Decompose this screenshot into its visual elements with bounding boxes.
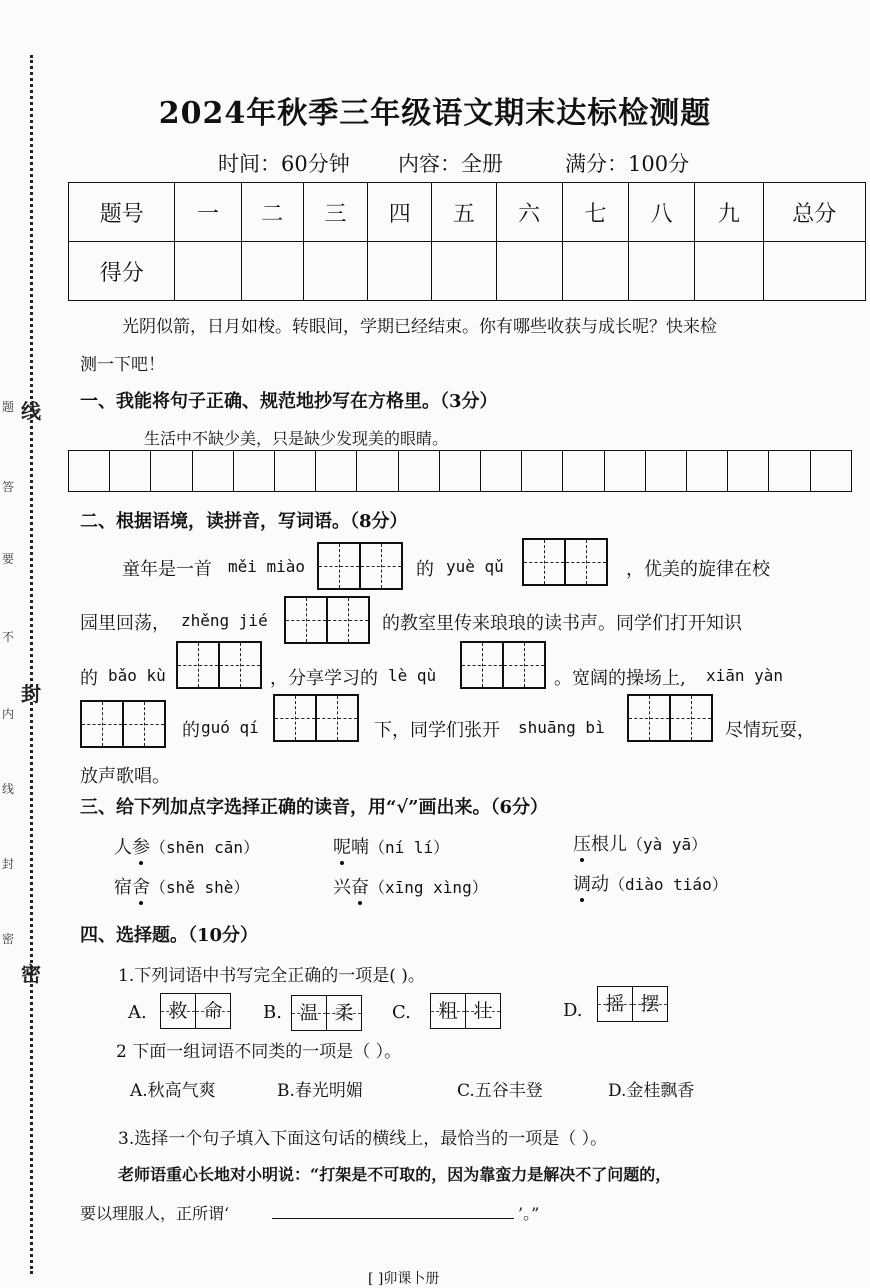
q2-text: ，分享学习的 [270,668,378,689]
q4-stem-1: 1.下列词语中书写完全正确的一项是( )。 [118,966,425,986]
q4-option-a-words[interactable]: 救 命 [160,993,231,1029]
q4-s3-line-2b: ’。” [518,1204,540,1223]
score-table [68,182,866,301]
binding-side-char: 不 [2,630,15,644]
q2-pinyin: bǎo kù [108,666,166,685]
score-header-cell: 总分 [763,183,866,242]
q4-heading: 四、选择题。（10分） [80,925,259,946]
copy-grid-cell[interactable] [728,451,769,491]
score-input-cell[interactable] [303,242,367,301]
copy-grid-cell[interactable] [769,451,810,491]
q2-pinyin: zhěng jié [181,611,268,630]
q1-sentence: 生活中不缺少美，只是缺少发现美的眼睛。 [144,429,449,448]
q2-answer-grid-7[interactable] [273,694,359,742]
q2-text: 的教室里传来琅琅的读书声。同学们打开知识 [382,613,742,634]
q2-text: ，优美的旋律在校 [626,559,770,580]
q2-text: 放声歌唱。 [80,766,170,787]
score-input-cell[interactable] [496,242,562,301]
q3-item: 调动（diào tiáo） [573,874,728,895]
score-header-cell: 三 [303,183,367,242]
score-header-cell: 九 [695,183,763,242]
score-input-cell[interactable] [241,242,303,301]
copy-grid-cell[interactable] [110,451,151,491]
score-header-cell: 一 [175,183,241,242]
q3-item: 宿舍（shě shè） [114,877,250,898]
score-row-label: 得分 [69,242,175,301]
q4-option-label: B. [263,1002,282,1023]
q4-option-d-words[interactable]: 摇 摆 [597,986,668,1022]
q3-item: 人参（shēn cān） [114,837,260,858]
copy-grid-cell[interactable] [811,451,851,491]
copy-grid-cell[interactable] [193,451,234,491]
copy-grid-cell[interactable] [399,451,440,491]
copy-grid-cell[interactable] [522,451,563,491]
q2-text: 园里回荡， [80,613,170,634]
q4-s3-line-1: 老师语重心长地对小明说：“打架是不可取的，因为靠蛮力是解决不了问题的， [118,1165,672,1184]
q2-text: 的 [416,559,434,580]
binding-side-char: 线 [2,782,15,796]
q4-option-b-words[interactable]: 温 柔 [291,995,362,1031]
score-header-cell: 五 [432,183,496,242]
binding-side-char: 题 [2,400,15,414]
q4-answer-blank[interactable] [272,1218,514,1219]
score-input-cell[interactable] [763,242,866,301]
q2-answer-grid-5[interactable] [460,641,546,689]
q3-item: 兴奋（xīng xìng） [333,877,488,898]
copy-grid-cell[interactable] [605,451,646,491]
q2-answer-grid-4[interactable] [176,641,262,689]
score-header-cell: 四 [368,183,432,242]
q2-text: 的 [80,668,98,689]
q2-text: 童年是一首 [122,559,212,580]
q4-option-label: C. [392,1002,411,1023]
q3-item: 压根儿（yà yā） [573,834,708,855]
copy-grid-cell[interactable] [316,451,357,491]
page-footer: [ ]卯课卜册 [368,1271,440,1287]
q2-text: 下，同学们张开 [374,720,500,741]
exam-title: 2024年秋季三年级语文期末达标检测题 [158,96,712,131]
score-input-cell[interactable] [368,242,432,301]
binding-side-char: 内 [2,707,15,721]
q2-text: 。宽阔的操场上, [554,668,686,689]
q4-option-label: A. [128,1002,147,1023]
exam-full-score: 满分：100分 [565,152,690,176]
score-input-cell[interactable] [629,242,695,301]
binding-side-char: 密 [2,932,15,946]
binding-label-mi: 密 [21,962,41,986]
q1-heading: 一、我能将句子正确、规范地抄写在方格里。（3分） [80,391,498,412]
q4-option-c-words[interactable]: 粗 壮 [430,993,501,1029]
score-input-cell[interactable] [562,242,628,301]
q4-stem-2: 2 下面一组词语不同类的一项是（ ）。 [116,1042,402,1062]
score-header-cell: 六 [496,183,562,242]
score-header-cell: 八 [629,183,695,242]
copy-grid-cell[interactable] [563,451,604,491]
q2-answer-grid-8[interactable] [627,694,713,742]
q2-heading: 二、根据语境，读拼音，写词语。（8分） [80,511,408,532]
q2-pinyin: lè qù [388,666,437,685]
q2-answer-grid-2[interactable] [522,538,608,586]
binding-side-char: 封 [2,857,15,871]
score-input-cell[interactable] [695,242,763,301]
copy-grid-cell[interactable] [687,451,728,491]
q4-s2-option: A.秋高气爽 [130,1081,216,1101]
q2-answer-grid-6[interactable] [80,700,166,748]
score-table-score-row [69,242,866,301]
copy-grid-cell[interactable] [357,451,398,491]
q1-copy-grid[interactable] [68,450,852,492]
copy-grid-cell[interactable] [440,451,481,491]
score-header-cell: 二 [241,183,303,242]
q2-pinyin: měi miào [228,557,306,576]
score-table-header-row [69,183,866,242]
binding-side-char: 答 [2,480,15,494]
score-input-cell[interactable] [175,242,241,301]
score-input-cell[interactable] [432,242,496,301]
q3-item: 呢喃（ní lí） [333,837,450,858]
q2-text: 的 [182,720,200,741]
copy-grid-cell[interactable] [151,451,192,491]
copy-grid-cell[interactable] [69,451,110,491]
intro-line-1: 光阴似箭，日月如梭。转眼间，学期已经结束。你有哪些收获与成长呢？快来检 [122,317,717,337]
q2-pinyin: xiān yàn [706,666,784,685]
binding-label-xian: 线 [21,399,41,423]
binding-label-feng: 封 [21,682,41,706]
exam-time: 时间：60分钟 [218,152,350,176]
q4-s2-option: D.金桂飘香 [608,1081,695,1101]
copy-grid-cell[interactable] [481,451,522,491]
q4-s3-line-2a: 要以理服人，正所谓‘ [80,1204,230,1223]
q2-answer-grid-3[interactable] [284,596,370,644]
q3-heading: 三、给下列加点字选择正确的读音，用“√”画出来。（6分） [80,797,549,818]
q2-answer-grid-1[interactable] [317,542,403,590]
binding-dotted-line [30,55,33,1274]
copy-grid-cell[interactable] [646,451,687,491]
q2-pinyin: guó qí [201,718,259,737]
q2-pinyin: yuè qǔ [446,557,504,576]
q4-option-label: D. [563,1000,583,1021]
intro-line-2: 测一下吧！ [80,355,165,375]
exam-content: 内容：全册 [398,152,503,176]
q2-pinyin: shuāng bì [518,718,605,737]
copy-grid-cell[interactable] [275,451,316,491]
q4-s2-option: B.春光明媚 [277,1081,363,1101]
q4-stem-3: 3.选择一个句子填入下面这句话的横线上，最恰当的一项是（ ）。 [118,1129,608,1149]
binding-side-char: 要 [2,552,15,566]
copy-grid-cell[interactable] [234,451,275,491]
q2-text: 尽情玩耍， [725,720,815,741]
q4-s2-option: C.五谷丰登 [457,1081,543,1101]
score-header-cell: 题号 [69,183,175,242]
score-header-cell: 七 [562,183,628,242]
